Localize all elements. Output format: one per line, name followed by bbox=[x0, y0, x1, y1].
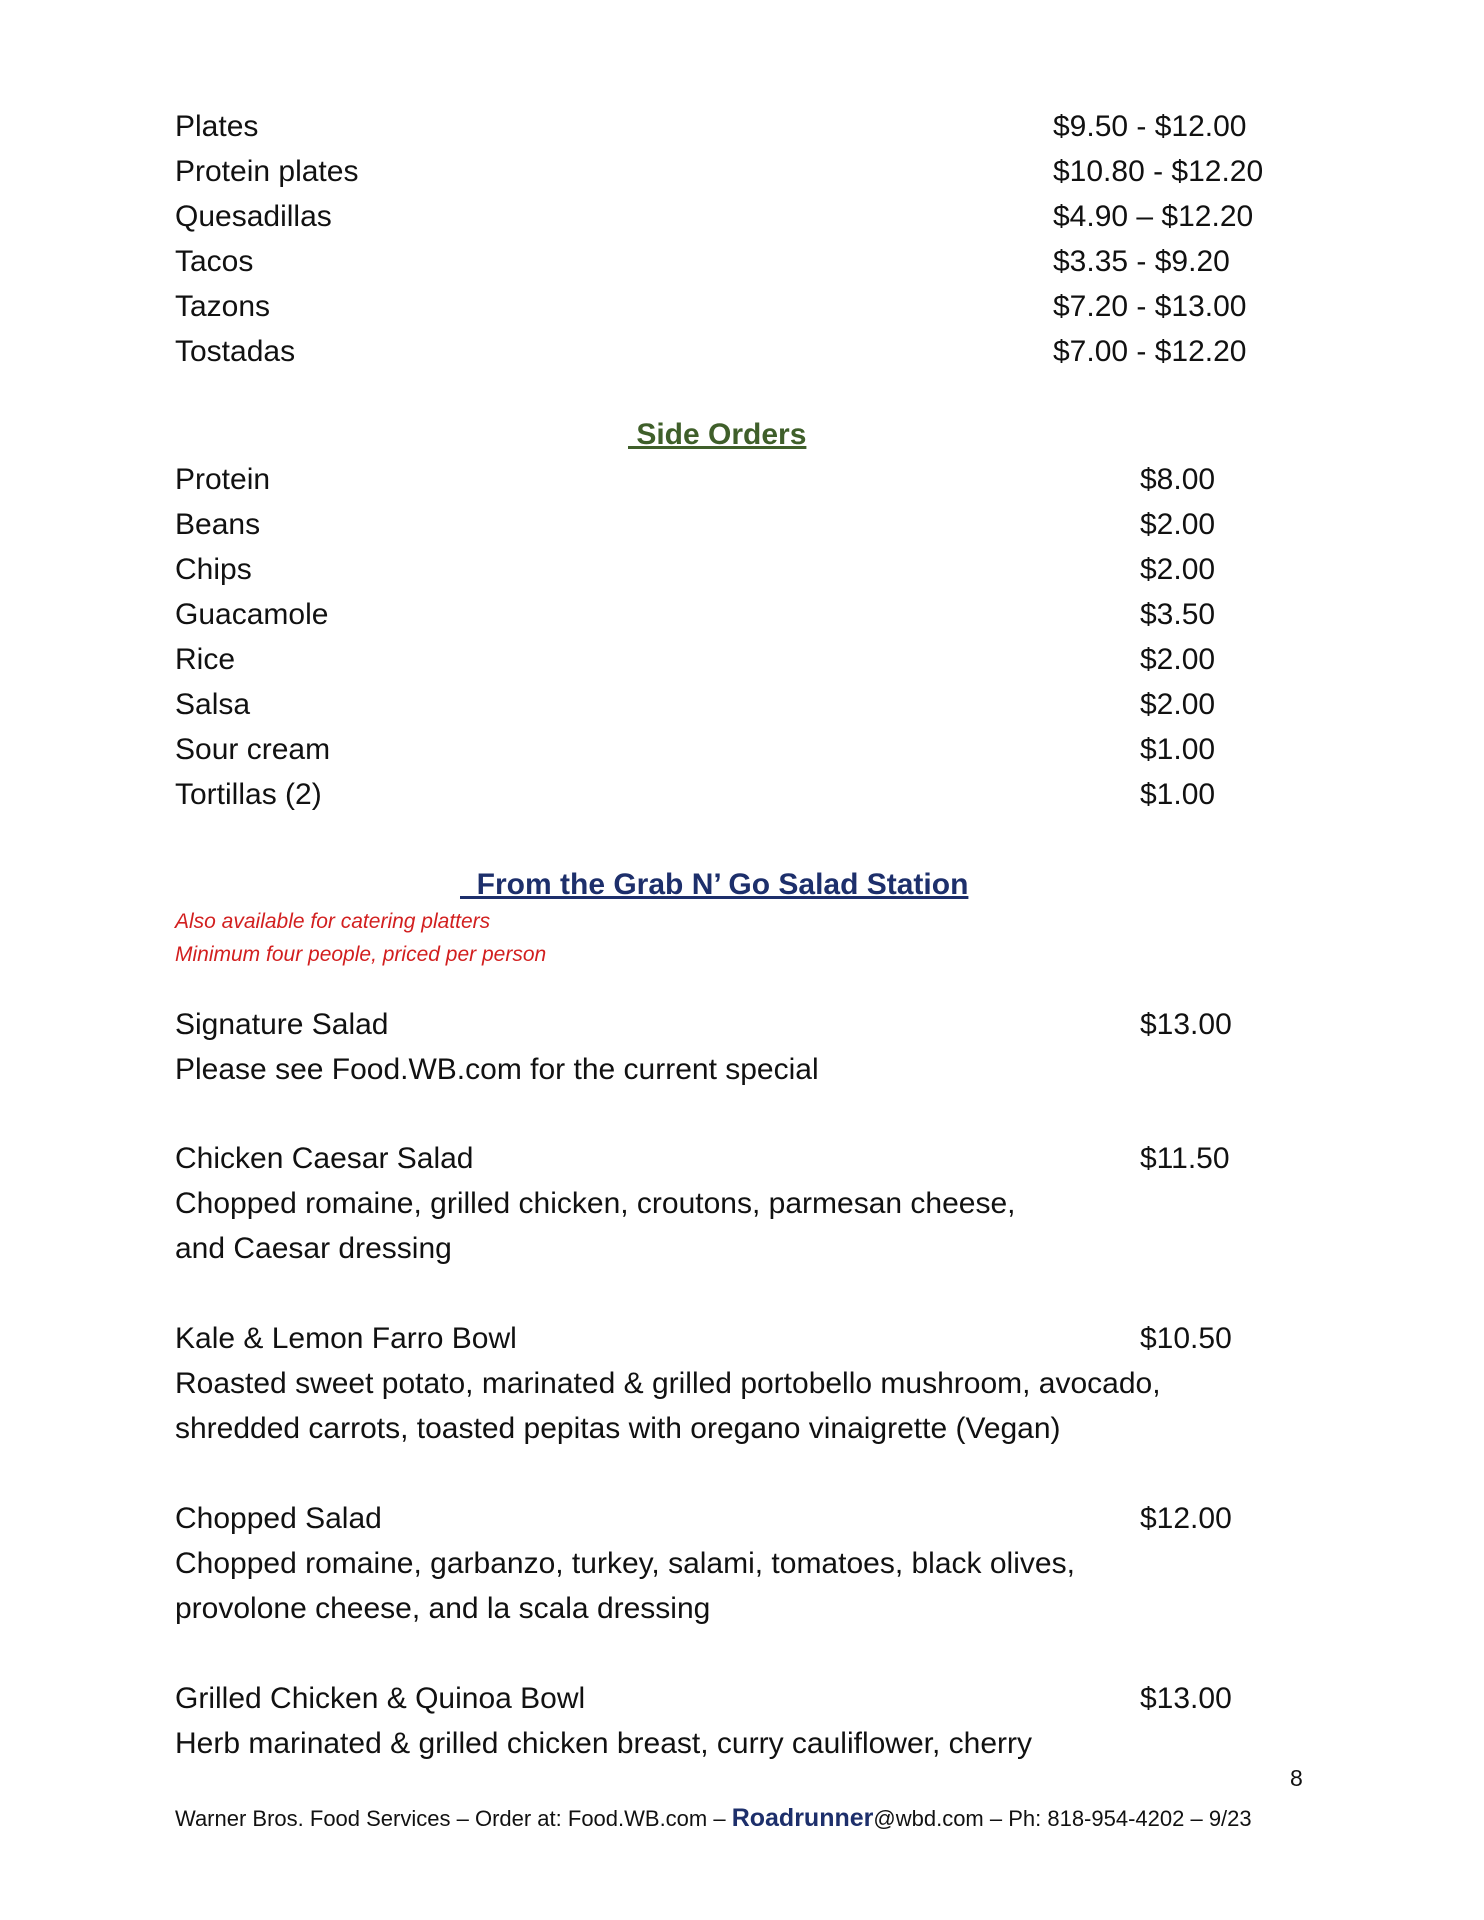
entree-price-quesadillas: $4.90 – $12.20 bbox=[1053, 200, 1254, 233]
salad-station-heading: From the Grab N’ Go Salad Station bbox=[460, 868, 969, 901]
salad-description: provolone cheese, and la scala dressing bbox=[175, 1592, 711, 1625]
side-order-price: $8.00 bbox=[1140, 463, 1216, 496]
salad-description: Chopped romaine, grilled chicken, croutons, parmesan cheese, bbox=[175, 1187, 1016, 1220]
footer-prefix: Warner Bros. Food Services – Order at: Food.WB.com – bbox=[175, 1806, 732, 1831]
entree-name-tostadas: Tostadas bbox=[175, 335, 296, 368]
minimum-note: Minimum four people, priced per person bbox=[175, 943, 547, 966]
entree-price-plates: $9.50 - $12.00 bbox=[1053, 110, 1247, 143]
side-order-name: Guacamole bbox=[175, 598, 329, 631]
entree-price-tostadas: $7.00 - $12.20 bbox=[1053, 335, 1247, 368]
entree-price-tazons: $7.20 - $13.00 bbox=[1053, 290, 1247, 323]
salad-description: and Caesar dressing bbox=[175, 1232, 452, 1265]
footer bbox=[175, 1803, 1252, 1834]
side-order-name: Rice bbox=[175, 643, 236, 676]
side-order-name: Salsa bbox=[175, 688, 251, 721]
side-order-price: $2.00 bbox=[1140, 688, 1216, 721]
salad-description: Chopped romaine, garbanzo, turkey, salami, tomatoes, black olives, bbox=[175, 1547, 1075, 1580]
side-order-price: $2.00 bbox=[1140, 553, 1216, 586]
salad-name-chopped: Chopped Salad bbox=[175, 1502, 382, 1535]
side-order-price: $2.00 bbox=[1140, 643, 1216, 676]
side-order-name: Protein bbox=[175, 463, 271, 496]
side-order-name: Chips bbox=[175, 553, 252, 586]
footer-suffix: @wbd.com – Ph: 818-954-4202 – 9/23 bbox=[873, 1806, 1252, 1831]
entree-price-tacos: $3.35 - $9.20 bbox=[1053, 245, 1230, 278]
side-order-price: $2.00 bbox=[1140, 508, 1216, 541]
salad-price-kale-farro: $10.50 bbox=[1140, 1322, 1232, 1355]
side-orders-heading: Side Orders bbox=[628, 418, 807, 451]
side-order-price: $1.00 bbox=[1140, 778, 1216, 811]
salad-description: Herb marinated & grilled chicken breast, curry cauliflower, cherry bbox=[175, 1727, 1033, 1760]
footer-brand: Roadrunner bbox=[731, 1804, 874, 1832]
page-number: 8 bbox=[1290, 1765, 1303, 1791]
side-order-price: $1.00 bbox=[1140, 733, 1216, 766]
entree-name-tacos: Tacos bbox=[175, 245, 254, 278]
salad-price-chopped: $12.00 bbox=[1140, 1502, 1232, 1535]
salad-name-kale-farro: Kale & Lemon Farro Bowl bbox=[175, 1322, 517, 1355]
side-order-name: Beans bbox=[175, 508, 261, 541]
side-order-name: Sour cream bbox=[175, 733, 331, 766]
catering-note: Also available for catering platters bbox=[175, 910, 491, 933]
salad-price-chicken-caesar: $11.50 bbox=[1140, 1142, 1230, 1175]
entree-name-tazons: Tazons bbox=[175, 290, 271, 323]
salad-price-chicken-quinoa: $13.00 bbox=[1140, 1682, 1232, 1715]
salad-name-signature: Signature Salad bbox=[175, 1008, 389, 1041]
entree-name-protein-plates: Protein plates bbox=[175, 155, 359, 188]
salad-description: Roasted sweet potato, marinated & grilled portobello mushroom, avocado, bbox=[175, 1367, 1161, 1400]
entree-name-plates: Plates bbox=[175, 110, 259, 143]
salad-name-chicken-quinoa: Grilled Chicken & Quinoa Bowl bbox=[175, 1682, 586, 1715]
salad-price-signature: $13.00 bbox=[1140, 1008, 1232, 1041]
entree-price-protein-plates: $10.80 - $12.20 bbox=[1053, 155, 1264, 188]
salad-name-chicken-caesar: Chicken Caesar Salad bbox=[175, 1142, 474, 1175]
salad-description: shredded carrots, toasted pepitas with oregano vinaigrette (Vegan) bbox=[175, 1412, 1061, 1445]
side-order-name: Tortillas (2) bbox=[175, 778, 322, 811]
side-order-price: $3.50 bbox=[1140, 598, 1216, 631]
salad-description: Please see Food.WB.com for the current special bbox=[175, 1053, 819, 1086]
entree-name-quesadillas: Quesadillas bbox=[175, 200, 332, 233]
